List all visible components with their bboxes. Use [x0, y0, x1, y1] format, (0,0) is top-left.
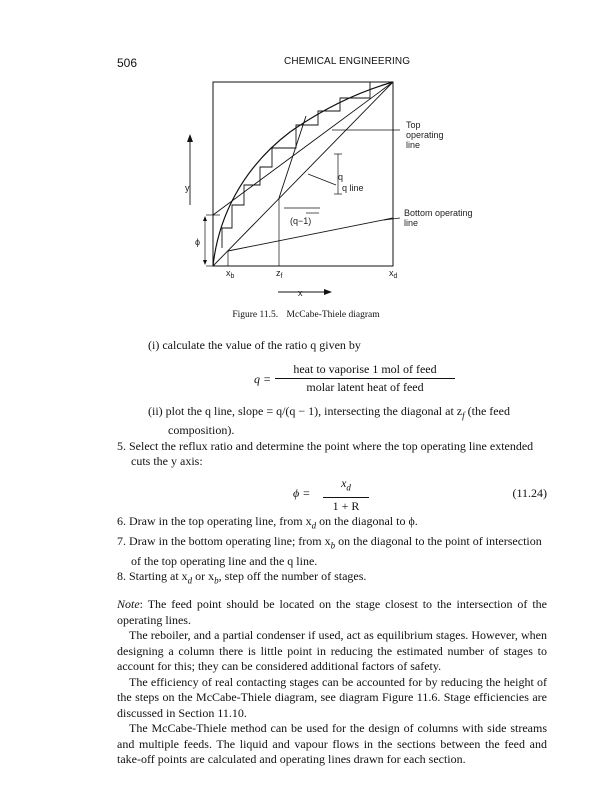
mccabe-thiele-figure [160, 70, 500, 306]
q-denominator: molar latent heat of feed [306, 380, 424, 394]
step-i: (i) calculate the value of the ratio q given by [148, 338, 361, 352]
paragraph-efficiency: The efficiency of real contacting stages can be accounted for by reducing the height of the steps on the McCabe-Thiele diagram, see diagram Figure 11.6. Stage efficiencies are discussed in Section 11.10. [117, 674, 547, 720]
q-line [279, 116, 306, 198]
phi-equation-lhs: ϕ = [293, 485, 311, 500]
xb-label: $x_b$ [226, 268, 235, 280]
q-equation [117, 360, 547, 400]
phi-equation [117, 475, 547, 513]
phi-label: ϕ [195, 237, 201, 247]
step-ii: (ii) plot the q line, slope = q/(q − 1), intersecting the diagonal at $z_f$ (the feed [148, 403, 510, 420]
q-line-label: q line [342, 183, 364, 193]
phi-fraction [323, 476, 369, 514]
step-ii-cont: composition). [168, 423, 235, 438]
paragraph-side-streams: The McCabe-Thiele method can be used for the design of columns with side streams and multiple feeds. The liquid and vapour flows in the sections between the feed and take-off points are calculated and operating lines drawn for each section. [117, 721, 547, 767]
equation-number: (11.24) [512, 485, 547, 500]
step-7: 7. Draw in the bottom operating line; from $x_b$ on the diagonal to the point of intersection [117, 533, 542, 551]
top-operating-label-1: Top [406, 120, 421, 130]
step-6: 6. Draw in the top operating line, from $x_d$ on the diagonal to ϕ. [117, 513, 418, 531]
q-mark-label: q [338, 172, 344, 182]
step-7-cont: of the top operating line and the q line. [131, 553, 318, 568]
q-numerator: heat to vaporise 1 mol of feed [275, 362, 455, 380]
q-fraction [275, 362, 455, 396]
step-5-cont: cuts the y axis: [131, 454, 203, 469]
step-8: 8. Starting at $x_d$ or $x_b$, step off the number of stages. [117, 569, 367, 586]
figure-caption [0, 310, 612, 320]
step-5: 5. Select the reflux ratio and determine the point where the top operating line extended [117, 438, 534, 453]
top-operating-label-2: operating [406, 130, 444, 140]
body-text [117, 338, 547, 768]
bottom-operating-label-1: Bottom operating [404, 208, 473, 218]
figure-number: Figure 11.5. [232, 310, 279, 320]
zf-label: $z_f$ [276, 268, 283, 280]
top-operating-line [213, 82, 393, 215]
q-equation-lhs: q = [254, 371, 272, 386]
q-minus-1-label: (q−1) [290, 216, 312, 226]
paragraph-reboiler: The reboiler, and a partial condenser if used, act as equilibrium stages. However, when designing a column there is little point in reducing the estimated number of stages to account for this; they can be considered additional factors of safety. [117, 628, 547, 674]
y-axis-label: y [185, 183, 190, 193]
phi-numerator: $x_d$ [323, 476, 369, 498]
note-paragraph: Note: The feed point should be located on the stage closest to the intersection of the operating lines. [117, 597, 547, 627]
xd-label: $x_d$ [389, 268, 398, 280]
top-operating-label-3: line [406, 140, 421, 150]
bottom-operating-label-2: line [404, 218, 419, 228]
phi-denominator: 1 + R [332, 498, 360, 513]
mccabe-thiele-diagram [160, 70, 500, 306]
running-head: CHEMICAL ENGINEERING [284, 56, 411, 67]
x-axis-label: x [298, 288, 303, 298]
page-number: 506 [117, 56, 138, 70]
figure-caption-text: McCabe-Thiele diagram [286, 310, 380, 320]
diagonal-line [213, 82, 393, 266]
